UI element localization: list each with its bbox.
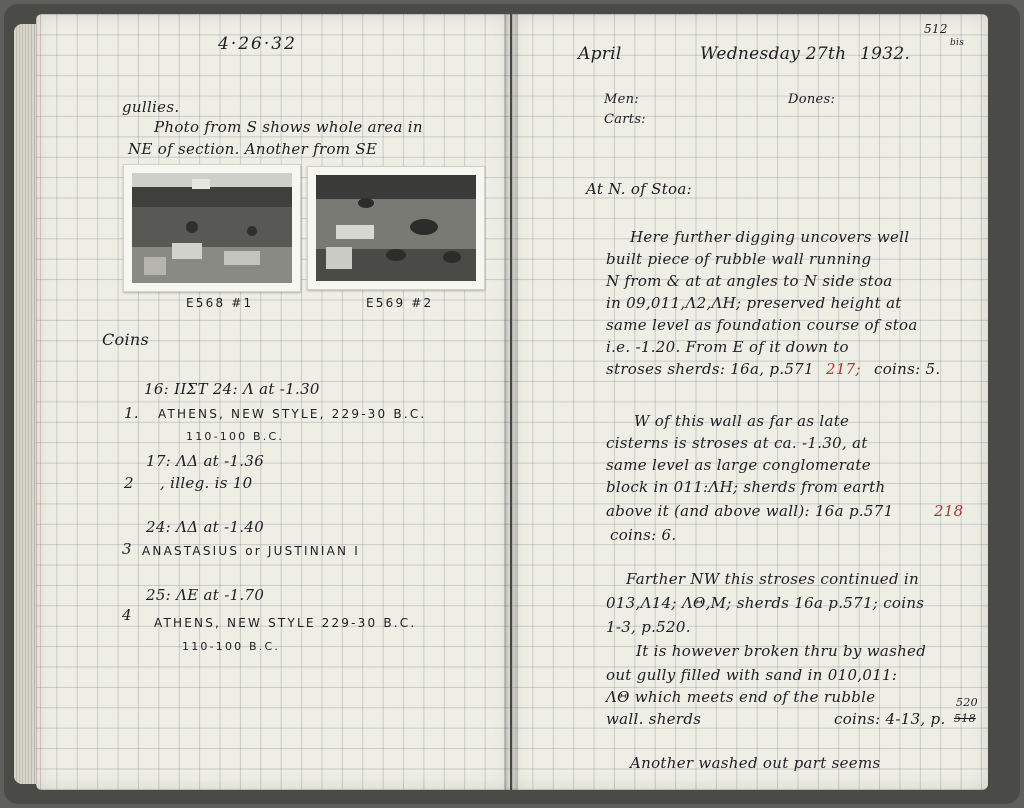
page-ref-518-struck: 518 xyxy=(954,712,976,725)
text-line-17: It is however broken thru by washed xyxy=(636,642,927,660)
photo-caption-1: E568 #1 xyxy=(186,296,254,310)
coin-number-3: 3 xyxy=(122,540,132,558)
margin-line xyxy=(40,14,41,790)
coin-desc-2: , illeg. is 10 xyxy=(160,474,253,492)
text-line-1: Here further digging uncovers well xyxy=(630,228,910,246)
text-line-12: above it (and above wall): 16a p.571 xyxy=(606,502,894,520)
coin-desc-3: ANASTASIUS or JUSTINIAN I xyxy=(142,544,360,558)
photo-e569 xyxy=(307,166,485,290)
dones-label: Dones: xyxy=(788,92,836,107)
text-line-7: stroses sherds: 16a, p.571 xyxy=(606,360,814,378)
text-line-14: Farther NW this stroses continued in xyxy=(626,570,919,588)
coin-location-1: 16: ΙΙΣΤ 24: Λ at -1.30 xyxy=(144,380,320,398)
text-line-22: Another washed out part seems xyxy=(630,754,881,772)
text-line-13: coins: 6. xyxy=(610,526,677,544)
left-page xyxy=(36,14,510,790)
coin-desc-1-date: 110-100 B.C. xyxy=(186,430,285,443)
note-line-3: NE of section. Another from SE xyxy=(128,140,378,158)
section-heading: At N. of Stoa: xyxy=(586,180,692,198)
coin-desc-1: ATHENS, NEW STYLE, 229-30 B.C. xyxy=(158,407,427,421)
coin-number-1: 1. xyxy=(124,404,139,422)
coins-heading: Coins xyxy=(102,330,150,349)
text-coins-5: coins: 5. xyxy=(874,360,941,378)
note-line-1: gullies. xyxy=(122,98,180,116)
red-ref-218: 218 xyxy=(934,502,964,520)
page-number: 512 xyxy=(924,22,948,36)
entry-year: 1932. xyxy=(860,44,911,64)
text-line-10: same level as large conglomerate xyxy=(606,456,871,474)
page-edges xyxy=(14,24,38,784)
men-label: Men: xyxy=(604,92,639,107)
text-line-3: N from & at at angles to N side stoa xyxy=(606,272,893,290)
coin-desc-4-date: 110-100 B.C. xyxy=(182,640,281,653)
coin-desc-4: ATHENS, NEW STYLE 229-30 B.C. xyxy=(154,616,417,630)
entry-month: April xyxy=(578,44,622,64)
carts-label: Carts: xyxy=(604,112,646,127)
text-line-8: W of this wall as far as late xyxy=(634,412,850,430)
text-line-4: in 09,011,Λ2,ΛΗ; preserved height at xyxy=(606,294,902,312)
page-number-suffix: bis xyxy=(950,38,965,48)
right-page xyxy=(512,14,988,790)
note-line-2: Photo from S shows whole area in xyxy=(154,118,423,136)
text-line-6: i.e. -1.20. From E of it down to xyxy=(606,338,849,356)
page-date: 4·26·32 xyxy=(218,34,297,54)
text-line-15: 013,Λ14; ΛΘ,Μ; sherds 16a p.571; coins xyxy=(606,594,925,612)
coin-location-2: 17: ΛΔ at -1.36 xyxy=(146,452,265,470)
photo-e568 xyxy=(123,164,301,292)
text-line-21: coins: 4-13, p. xyxy=(834,710,946,728)
page-ref-520: 520 xyxy=(956,696,978,709)
text-line-11: block in 011:ΛΗ; sherds from earth xyxy=(606,478,886,496)
text-line-16: 1-3, p.520. xyxy=(606,618,691,636)
text-line-5: same level as foundation course of stoa xyxy=(606,316,918,334)
coin-number-2: 2 xyxy=(124,474,134,492)
text-line-20: wall. sherds xyxy=(606,710,702,728)
text-line-18: out gully filled with sand in 010,011: xyxy=(606,666,898,684)
text-line-2: built piece of rubble wall running xyxy=(606,250,872,268)
excavation-photo-2 xyxy=(316,175,476,281)
photo-caption-2: E569 #2 xyxy=(366,296,434,310)
text-line-19: ΛΘ which meets end of the rubble xyxy=(606,688,876,706)
entry-day: Wednesday 27th xyxy=(700,44,847,64)
text-line-9: cisterns is stroses at ca. -1.30, at xyxy=(606,434,868,452)
book-gutter xyxy=(504,14,518,790)
excavation-photo-1 xyxy=(132,173,292,283)
coin-location-4: 25: ΛΕ at -1.70 xyxy=(146,586,265,604)
coin-location-3: 24: ΛΔ at -1.40 xyxy=(146,518,265,536)
red-ref-217: 217; xyxy=(826,360,861,378)
coin-number-4: 4 xyxy=(122,606,132,624)
